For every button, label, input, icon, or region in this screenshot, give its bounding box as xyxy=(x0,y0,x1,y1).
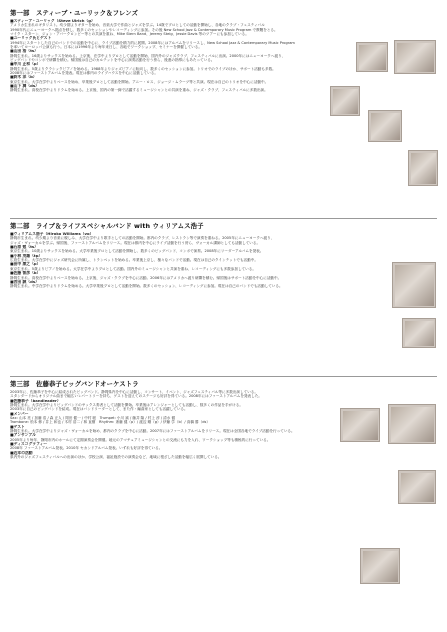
section-3-line: 県内外のジャズフェスティバルへの出演のほか、学校公演、福祉施設での演奏会など、地域に根ざした活動を幅広く展開している。 xyxy=(10,455,222,460)
section-1-title: 第一部 スティーブ・ユーリック＆フレンズ xyxy=(10,9,138,17)
section-2-line: 東京生まれ。5歳よりピアノを始める。大学在学中よりプロとして活動。国内外のミュージシャンと共演を重ね、レコーディングにも多数参加している。 xyxy=(10,266,256,271)
musician-photo xyxy=(402,318,436,348)
musician-photo xyxy=(388,404,436,444)
musician-photo xyxy=(394,40,436,74)
section-1-line: 静岡生まれ。5歳よりクラシックピアノを始める。1988年よりジャズピアノに転向し、数多くのセッションに参加。トリオでのライブのほか、サポート活動も多数。 xyxy=(10,66,276,71)
section-1-line: ビッグバンドやコンボで研鑽を積む。帰国後は自己のカルテットを中心に演奏活動を行う傍ら、後進の指導にもあたっている。 xyxy=(10,58,215,62)
section-2-line: 静岡生まれ。高校在学中よりベースを始める。上京後、ジャズ・クラブを中心に活動。2006年にはアメリカへ渡り研鑽を積む。帰国後はサポート活動を中心に活動中。 xyxy=(10,275,282,280)
musician-photo xyxy=(398,470,436,504)
section-1-line: 1994年にスタートした自己のバンドでの活動を中心に、ライブ活動を精力的に展開。2008年にはアルバムをリリースし、New School Jazz & Contemporary Music Program xyxy=(10,40,295,45)
section-2-line: 東京生まれ。10歳よりサックスを始める。大学卒業後プロとして活動を開始し、数多くのビッグバンド、コンボで演奏。2008年にリーダーアルバムを発表。 xyxy=(10,249,264,254)
section-2-line: 静岡生まれ。中学在学中よりドラムを始める。大学卒業後プロとして活動を開始。数多くのセッション、レコーディングに参加。現在は自己のバンドでも活動している。 xyxy=(10,284,283,289)
section-1-line: 2008年にはファーストアルバムを発表。現在は都内のライブハウスを中心に活動している。 xyxy=(10,71,158,75)
section-3-line: 2003年に、佐藤恭子を中心に結成されたビッグバンド。静岡県内を中心に活動し、コンサート、イベント、ジャズフェスティバル等に多数出演している。 xyxy=(10,390,258,394)
section-2-line: ■佐藤 智彦（b） xyxy=(10,271,41,276)
section-3-line: ■近年の活動 xyxy=(10,450,33,455)
section-2-line: ■ウィリアムス浩子（Hiroko Williams（vo） xyxy=(10,232,94,236)
musician-photo xyxy=(340,408,380,442)
section-3-line: 静岡生まれ。大学在学中よりジャズ・ヴォーカルを始め、都内のクラブを中心に活動。2007年にはファーストアルバムをリリース。現在は全国各地でライブ活動を行っている。 xyxy=(10,429,295,433)
musician-photo xyxy=(330,86,360,116)
musician-photo xyxy=(356,42,388,72)
section-1-line: ■スティーブ・ユーリック（Steve Ulrich（g） xyxy=(10,19,95,23)
section-1-line: を率いてヨーロッパ公演も行う。日本には1996年より毎年来日し、各地でワークショップ、セミナーを開催している。 xyxy=(10,45,202,49)
section-2-line: ■吉田 誠（ds） xyxy=(10,279,39,284)
section-3-line: 静岡生まれ。大学在学中よりビッグバンドのサックス奏者として活動を開始。卒業後はアレンジャーとしても活動し、数多くの作品を手がける。 xyxy=(10,403,243,407)
section-2-line: ジャズ・ヴォーカルを学ぶ。帰国後、ファーストアルバムをリリース。現在は都内を中心にライブ活動を行う傍ら、ヴォーカル講師としても活動している。 xyxy=(10,240,261,245)
section-2-line: ■小林 茂雄（tp） xyxy=(10,253,43,258)
section-2-line: ■田中 康之（p） xyxy=(10,262,41,267)
section-2-body xyxy=(10,232,437,289)
musician-photo xyxy=(408,150,438,186)
musician-photo xyxy=(392,262,436,308)
section-3-title: 第三部 佐藤恭子ビッグバンドオーケストラ xyxy=(10,376,437,388)
section-3-line: ■ディスコグラフィー xyxy=(10,442,48,446)
section-3-line: Sax: 山本 亮 / 加藤 浩 / 森 正人 / 岡田 健一 / 中村 聡 Trumpet: 小川 誠 / 藤井 隆 / 村上 淳 / 清水 徹 xyxy=(10,416,176,420)
section-1-line: アメリカ生まれのギタリスト。幼少期よりギターを始め、音楽大学で作曲とジャズを学ぶ。14歳でプロとしての活動を開始し、各地のクラブ・フェスティバル xyxy=(10,23,265,28)
section-2 xyxy=(10,218,437,289)
section-1-line: ■中川 正和（p） xyxy=(10,62,41,67)
section-1-line: 静岡生まれ。16歳よりサックスを始める。上京後、在学中よりプロとして活動を開始、国内外のジャズクラブ、フェスティバルに出演。2000年にはニューヨークへ渡り、 xyxy=(10,53,286,58)
section-3-line: ■アンサンブル xyxy=(10,433,36,438)
section-3-line: ■メンバー xyxy=(10,411,29,416)
section-1-line: ■ユーリック氏とゲスト xyxy=(10,36,52,41)
section-3-line: スタンダードからオリジナル曲まで幅広いレパートリーを持ち、ゲストを迎えてのステージも好評を得ている。2008年にはファーストアルバムを発表した。 xyxy=(10,394,262,399)
section-3-line: 2003年に自己のビッグバンドを結成。現在はバンドリーダーとして、また作・編曲家としても活躍している。 xyxy=(10,407,188,412)
section-3-line: ■佐藤恭子（bandleader） xyxy=(10,398,61,403)
section-3-line: 2005年より毎年、静岡市内のホールにて定期演奏会を開催。地元のアマチュアミュージシャンとの交流にも力を入れ、ワークショップ等も積極的に行っている。 xyxy=(10,437,271,442)
section-1-line: ■山下 潤（ds） xyxy=(10,84,39,88)
section-3-line: ■ゲスト xyxy=(10,424,25,429)
section-2-line: 静岡市生まれ。幼少期より音楽に親しみ、大学在学中より歌手としての活動を開始。都内のクラブ、レストラン等で演奏を重ねる。2005年にニューヨークへ渡り、 xyxy=(10,236,275,241)
musician-photo xyxy=(368,110,402,142)
section-1-line: ■鈴木 洋（b） xyxy=(10,75,37,80)
section-2-line: ■石原 勉（ts） xyxy=(10,245,38,249)
section-1-line: 東京生まれ。大学在学中よりベースを始め、卒業後プロとして活動を開始。アニー・ロス、ジョージ・ムラーツ等と共演。現在は自己のトリオを中心に活動中。 xyxy=(10,79,269,84)
section-2-line: 広島生まれ。大学在学中にジャズ研究会に所属し、トランペットを始める。卒業後上京し、様々なバンドで活動。現在は自己のクインテットでも活動中。 xyxy=(10,258,258,263)
section-1-line: 静岡生まれ。高校在学中よりドラムを始める。上京後、国内の第一線で活躍するミュージシャンとの共演を重ね、ジャズ・クラブ、フェスティバルに多数出演。 xyxy=(10,88,268,93)
section-1-line: ■山田 浩（ts） xyxy=(10,49,38,54)
musician-photo xyxy=(360,548,400,584)
section-2-title: 第二部 ライブ＆ライフスペシャルバンド with ウィリアムス浩子 xyxy=(10,218,437,230)
section-1-line: マイク・スターン、ジョン・アバークロンビー等との共演を重ね、Mike Stern Band、Jeremy Steig、Jessie Davis 等のツアーにも参加している。 xyxy=(10,32,249,36)
section-1-line: 1990年代にニューヨークへ拠点を移し、数多くのセッションやレコーディングに参加。その後 New School Jazz & Contemporary Music Program で教鞭をとる。 xyxy=(10,27,278,32)
section-3-line: Trombone: 松本 修 / 井上 和也 / 木村 浩二 / 林 直樹 Rhythm: 斎藤 健（p）/ 渡辺 剛（g）/ 伊藤 学（b）/ 高橋 勝（ds） xyxy=(10,420,210,425)
section-3-line: 2008年 ファーストアルバム発表。2010年 セカンドアルバム発表。いずれも好評を得ている。 xyxy=(10,446,163,451)
